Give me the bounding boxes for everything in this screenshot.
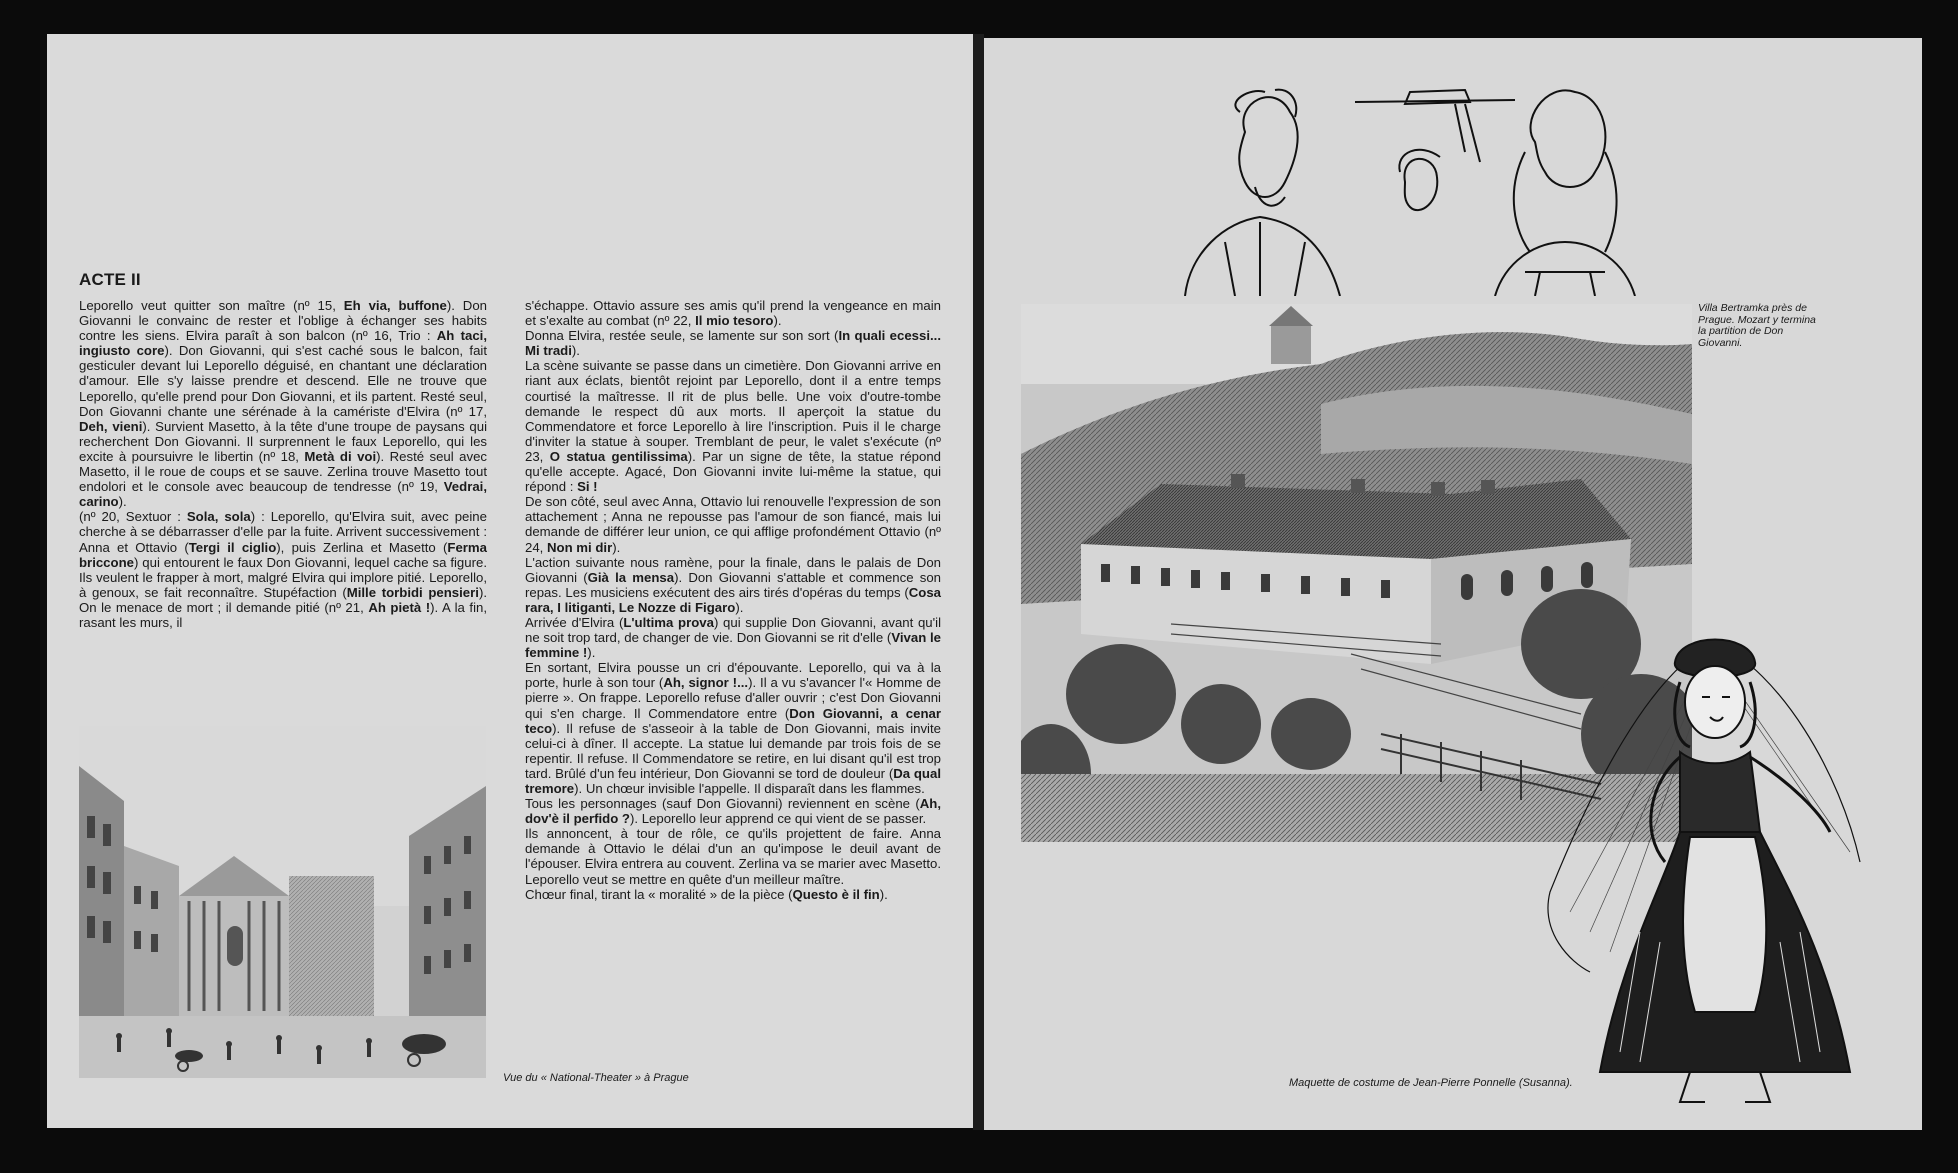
paragraph: Chœur final, tirant la « moralité » de la pièce (Questo è il fin). bbox=[525, 886, 888, 902]
paragraph: s'échappe. Ottavio assure ses amis qu'il prend la vengeance en main et s'exalte au combat (nº 22, Il mio tesoro). bbox=[525, 298, 941, 329]
national-theater-engraving bbox=[79, 726, 486, 1078]
book-gutter bbox=[973, 34, 984, 1130]
paragraph: En sortant, Elvira pousse un cri d'épouvante. Leporello, qui va à la porte, hurle à son tour (Ah, signor !...). Il a vu s'avancer l'« Homme de pierre ». On frappe. Leporello refuse d'aller ouvrir ; c'est Don Giovanni qui s'en charge. Il Commendatore entre (Don Giovanni, a cenar teco). Il refuse de s'asseoir à la table de Don Giovanni, mais invite celui-ci à dîner. Il accepte. La statue lui demande par trois fois de se repentir. Il refuse. Il Commendatore se retire, en lui disant qu'il est trop tard. Brûlé d'un feu intérieur, Don Giovanni se tord de douleur (Da qual tremore). Un chœur invisible l'appelle. Il disparaît dans les flammes. bbox=[525, 660, 941, 796]
text-column-2 bbox=[525, 298, 941, 902]
act-heading: ACTE II bbox=[79, 270, 141, 289]
costume-sketch-susanna bbox=[1530, 632, 1920, 1120]
paragraph: Donna Elvira, restée seule, se lamente sur son sort (In quali ecessi... Mi tradi). bbox=[525, 328, 941, 359]
paragraph: L'action suivante nous ramène, pour la finale, dans le palais de Don Giovanni (Già la mensa). Don Giovanni s'attable et commence son repas. Les musiciens exécutent des airs tirés d'opéras du temps (Cosa rara, I litiganti, Le Nozze di Figaro). bbox=[525, 554, 941, 615]
theatre-caption: Vue du « National-Theater » à Prague bbox=[503, 1072, 689, 1084]
paragraph: Ils annoncent, à tour de rôle, ce qu'ils projettent de faire. Anna demande à Ottavio le délai d'un an qu'impose le deuil avant de l'épouser. Elvira entrera au couvent. Zerlina va se marier avec Masetto. Leporello veut se mettre en quête d'un meilleur maître. bbox=[525, 826, 941, 887]
villa-caption: Villa Bertramka près de Prague. Mozart y termina la partition de Don Giovanni. bbox=[1698, 302, 1816, 349]
costume-sketch-heads bbox=[1165, 72, 1695, 296]
text-column-1 bbox=[79, 298, 487, 630]
paragraph: La scène suivante se passe dans un cimetière. Don Giovanni arrive en riant aux éclats, bientôt rejoint par Leporello, dont il a entre temps courtisé la maîtresse. Il rit de plus belle. Une voix d'outre-tombe demande le respect dû aux morts. Il aperçoit la statue du Commendatore et force Leporello à lire l'inscription. Puis il le charge d'inviter la statue à souper. Tremblant de peur, le valet s'exécute (nº 23, O statua gentilissima). Par un signe de tête, la statue répond qu'elle accepte. Agacé, Don Giovanni invite lui-même la statue, qui répond : Si ! bbox=[525, 358, 941, 495]
paragraph: Leporello veut quitter son maître (nº 15, Eh via, buffone). Don Giovanni le convainc de rester et l'oblige à échanger ses habits contre les siens. Elvira paraît à son balcon (nº 16, Trio : Ah taci, ingiusto core). Don Giovanni, qui s'est caché sous le balcon, fait gesticuler devant lui Leporello déguisé, en chantant une déclaration d'amour. Elle s'y laisse prendre et descend. Elle ne trouve que Leporello, qu'elle prend pour Don Giovanni, et ils partent. Resté seul, Don Giovanni chante une sérénade à la camériste d'Elvira (nº 17, Deh, vieni). Survient Masetto, à la tête d'une troupe de paysans qui recherchent Don Giovanni. Il surprennent le faux Leporello, qui les excite à poursuivre le libertin (nº 18, Metà di voi). Resté seul avec Masetto, il le roue de coups et se sauve. Zerlina trouve Masetto tout endolori et le console avec beaucoup de tendresse (nº 19, Vedrai, carino). bbox=[79, 298, 488, 510]
paragraph: De son côté, seul avec Anna, Ottavio lui renouvelle l'expression de son attachement ; Anna ne repousse pas l'amour de son fiancé, mais lui demande de différer leur union, ce qui afflige profondément Ottavio (nº 24, Non mi dir). bbox=[525, 494, 941, 555]
paragraph: Tous les personnages (sauf Don Giovanni) reviennent en scène (Ah, dov'è il perfido ?). Leporello leur apprend ce qui vient de se passer. bbox=[525, 796, 941, 827]
costume-caption: Maquette de costume de Jean-Pierre Ponnelle (Susanna). bbox=[1289, 1077, 1573, 1089]
paragraph: Arrivée d'Elvira (L'ultima prova) qui supplie Don Giovanni, avant qu'il ne soit trop tard, de changer de vie. Don Giovanni se rit d'elle (Vivan le femmine !). bbox=[525, 614, 942, 661]
paragraph: (nº 20, Sextuor : Sola, sola) : Leporello, qu'Elvira suit, avec peine cherche à se débarrasser d'elle par la fuite. Arrivent successivement : Anna et Ottavio (Tergi il ciglio), puis Zerlina et Masetto (Ferma briccone) qui entourent le faux Don Giovanni, lequel cache sa figure. Ils veulent le frapper à mort, malgré Elvira qui implore pitié. Leporello, à genoux, se fait reconnaître. Stupéfaction (Mille torbidi pensieri). On le menace de mort ; il demande pitié (nº 21, Ah pietà !). A la fin, rasant les murs, il bbox=[79, 509, 488, 630]
